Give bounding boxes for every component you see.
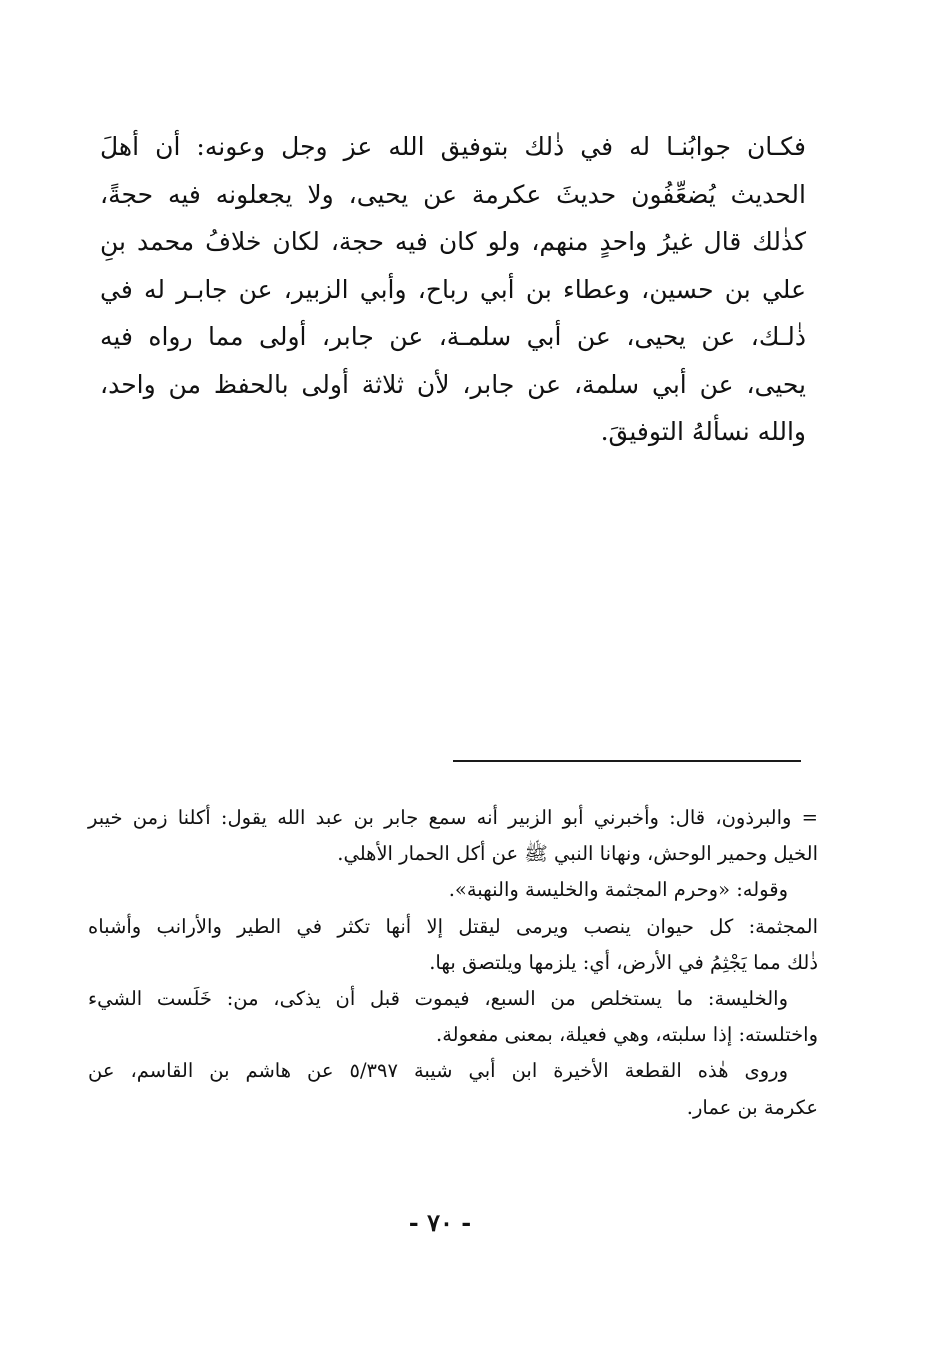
footnote-separator [453,760,801,762]
footnote-line: عكرمة بن عمار. [686,1095,818,1119]
page-number: - ٧٠ - [408,1208,472,1237]
main-line: علي بن حسين، وعطاء بن أبي رباح، وأبي الزبير، عن جابـر له في [100,274,806,304]
footnote-line: الخيل وحمير الوحش، ونهانا النبي ﷺ عن أكل الحمار الأهلي. [337,842,818,866]
main-line: الحديث يُضعِّفُون حديثَ عكرمة عن يحيى، ولا يجعلونه فيه حجةً، [100,179,807,209]
footnote-line: وروى هٰذه القطعة الأخيرة ابن أبي شيبة ٥/٣٩٧ عن هاشم بن القاسم، عن [88,1059,788,1083]
footnote-line: واختلسته: إذا سلبته، وهي فعيلة، بمعنى مفعولة. [436,1023,818,1047]
footnote-line: ذٰلك مما يَجْثِمُ في الأرض، أي: يلزمها ويلتصق بها. [429,950,818,974]
main-line: ذٰلـك، عن يحيى، عن أبي سلمـة، عن جابر، أولى مما رواه فيه [100,322,806,351]
main-text-block [100,123,806,456]
main-line: يحيى، عن أبي سلمة، عن جابر، لأن ثلاثة أولى بالحفظ من واحد، [100,369,806,399]
main-line: فكـان جوابُنـا له في ذٰلك بتوفيق الله عز وجل وعونه: أن أهلَ [100,132,806,161]
main-line: والله نسألهُ التوفيقَ. [600,417,806,446]
footnote-line: المجثمة: كل حيوان ينصب ويرمى ليقتل إلا أنها تكثر في الطير والأرانب وأشباه [88,914,818,938]
footnote-line: وقوله: «وحرم المجثمة والخليسة والنهبة». [448,878,788,902]
footnote-line: = والبرذون، قال: وأخبرني أبو الزبير أنه سمع جابر بن عبد الله يقول: أكلنا زمن خيبر [88,806,818,829]
footnotes-block [88,800,818,1126]
footnote-line: والخليسة: ما يستخلص من السبع، فيموت قبل أن يذكى، من: خَلَست الشيء [88,986,788,1010]
main-line: كذٰلك قال غيرُ واحدٍ منهم، ولو كان فيه حجة، لكان خلافُ محمد بنِ [100,227,806,256]
